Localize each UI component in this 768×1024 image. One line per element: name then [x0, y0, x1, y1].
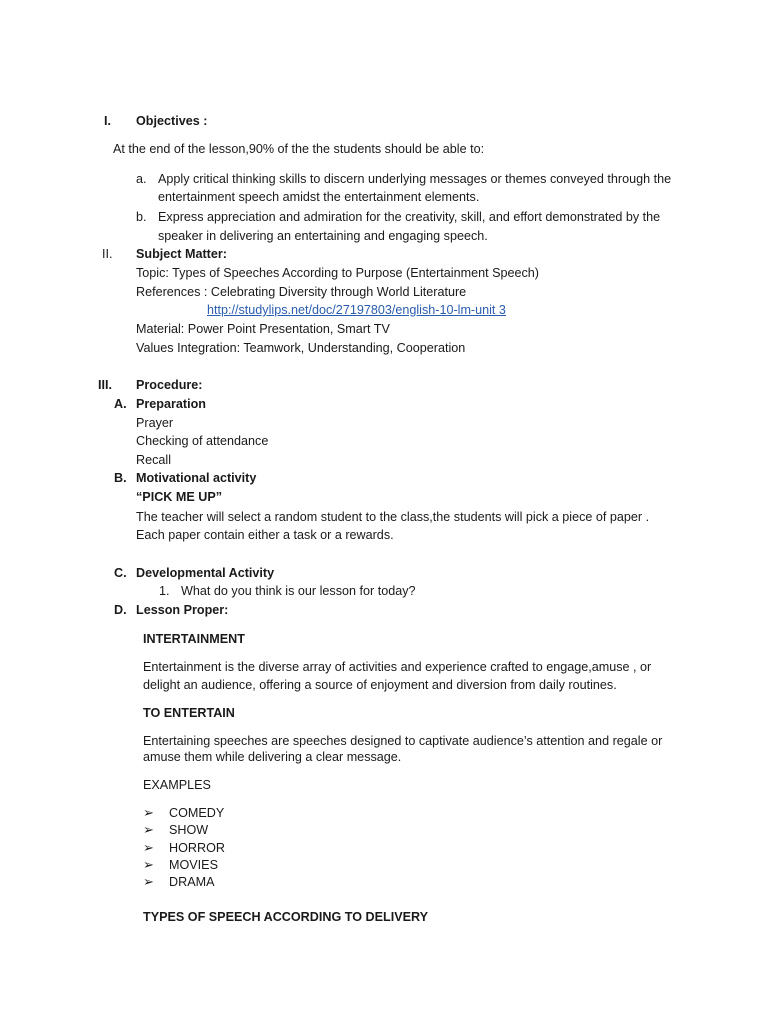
motivational-line2: Each paper contain either a task or a rewards.: [136, 528, 394, 542]
objectives-heading: Objectives :: [136, 114, 208, 128]
objective-b-line2: speaker in delivering an entertaining and engaging speech.: [158, 229, 488, 243]
list-letter: b.: [136, 210, 147, 224]
procedure-heading: Procedure:: [136, 378, 203, 392]
example-item: HORROR: [169, 841, 225, 855]
lesson-proper-heading: Lesson Proper:: [136, 603, 229, 617]
arrow-bullet-icon: ➢: [143, 822, 154, 837]
reference-link[interactable]: http://studylips.net/doc/27197803/english-10-lm-unit 3: [207, 303, 506, 317]
question-number: 1.: [159, 584, 170, 598]
to-entertain-heading: TO ENTERTAIN: [143, 706, 235, 720]
arrow-bullet-icon: ➢: [143, 805, 154, 820]
preparation-item: Recall: [136, 453, 171, 467]
subject-topic: Topic: Types of Speeches According to Purpose (Entertainment Speech): [136, 266, 539, 280]
section-numeral: II.: [102, 247, 113, 261]
subsection-letter: C.: [114, 566, 127, 580]
section-numeral: I.: [104, 114, 111, 128]
arrow-bullet-icon: ➢: [143, 874, 154, 889]
preparation-item: Prayer: [136, 416, 174, 430]
motivational-line1: The teacher will select a random student to the class,the students will pick a piece of paper .: [136, 510, 650, 524]
example-item: COMEDY: [169, 806, 225, 820]
motivational-subheading: “PICK ME UP”: [136, 490, 223, 504]
intertainment-line2: delight an audience, offering a source of enjoyment and diversion from daily routines.: [143, 678, 617, 692]
entertain-line2: amuse them while delivering a clear message.: [143, 750, 402, 764]
objective-a-line1: Apply critical thinking skills to discern underlying messages or themes conveyed through the: [158, 172, 672, 186]
motivational-heading: Motivational activity: [136, 471, 257, 485]
developmental-question: What do you think is our lesson for today?: [181, 584, 416, 598]
objective-b-line1: Express appreciation and admiration for the creativity, skill, and effort demonstrated by the: [158, 210, 661, 224]
arrow-bullet-icon: ➢: [143, 840, 154, 855]
subject-heading: Subject Matter:: [136, 247, 227, 261]
section-numeral: III.: [98, 378, 112, 392]
developmental-heading: Developmental Activity: [136, 566, 275, 580]
intertainment-line1: Entertainment is the diverse array of activities and experience crafted to engage,amuse , or: [143, 660, 652, 674]
example-item: DRAMA: [169, 875, 215, 889]
subject-values: Values Integration: Teamwork, Understanding, Cooperation: [136, 341, 466, 355]
subsection-letter: D.: [114, 603, 127, 617]
example-item: MOVIES: [169, 858, 218, 872]
subject-material: Material: Power Point Presentation, Smart TV: [136, 322, 390, 336]
subsection-letter: A.: [114, 397, 127, 411]
preparation-item: Checking of attendance: [136, 434, 269, 448]
intertainment-heading: INTERTAINMENT: [143, 632, 245, 646]
subject-references: References : Celebrating Diversity through World Literature: [136, 285, 467, 299]
objectives-intro: At the end of the lesson,90% of the the students should be able to:: [113, 142, 485, 156]
preparation-heading: Preparation: [136, 397, 206, 411]
list-letter: a.: [136, 172, 147, 186]
arrow-bullet-icon: ➢: [143, 857, 154, 872]
examples-heading: EXAMPLES: [143, 778, 211, 792]
subsection-letter: B.: [114, 471, 127, 485]
objective-a-line2: entertainment speech amidst the entertainment elements.: [158, 190, 480, 204]
example-item: SHOW: [169, 823, 209, 837]
entertain-line1: Entertaining speeches are speeches designed to captivate audience’s attention and regale or: [143, 734, 663, 748]
types-of-speech-heading: TYPES OF SPEECH ACCORDING TO DELIVERY: [143, 910, 429, 924]
